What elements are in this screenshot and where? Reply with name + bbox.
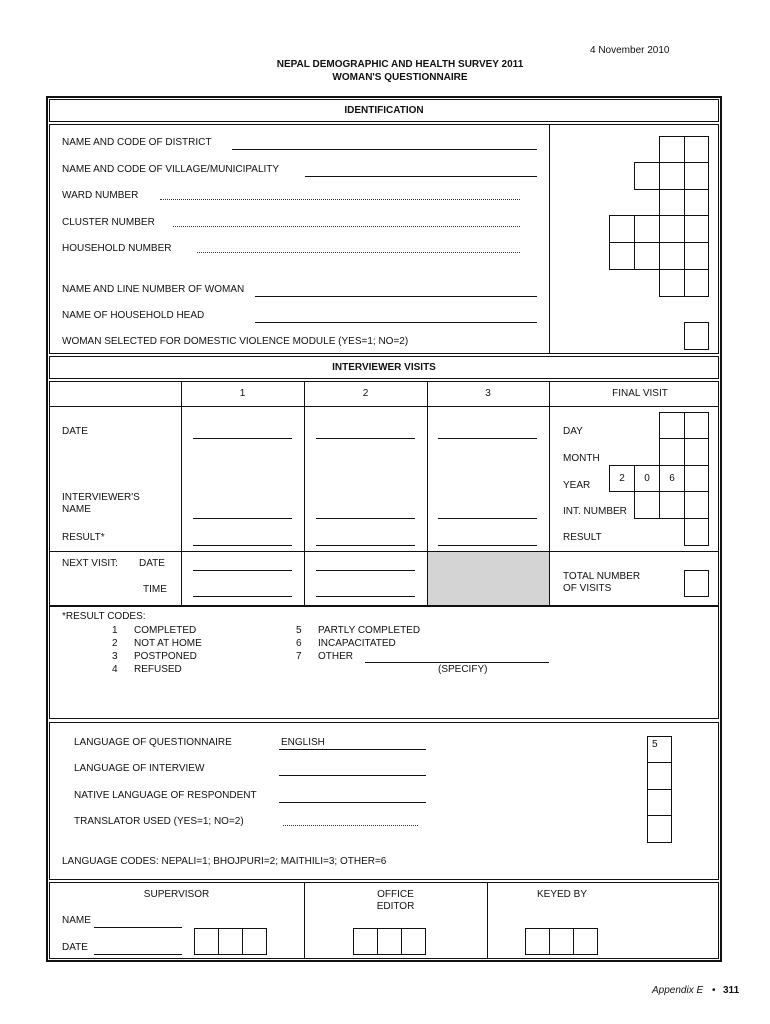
specify-label: (SPECIFY) (438, 664, 488, 675)
editor-code-box[interactable] (377, 928, 402, 955)
code-num: 7 (296, 651, 302, 662)
visit2-result-line[interactable] (316, 545, 415, 546)
ward-label: WARD NUMBER (62, 190, 139, 201)
code-label: INCAPACITATED (318, 638, 396, 649)
household-dots[interactable] (197, 252, 520, 253)
code-num: 3 (112, 651, 118, 662)
cluster-code-box[interactable] (659, 215, 685, 243)
next-visit-label: NEXT VISIT: (62, 558, 118, 569)
interviewer-name-label: INTERVIEWER'S NAME (62, 492, 140, 515)
appendix-label: Appendix E (652, 985, 704, 996)
code-num: 2 (112, 638, 118, 649)
interview-language-label: LANGUAGE OF INTERVIEW (74, 763, 205, 774)
native-language-box[interactable] (647, 789, 672, 816)
questionnaire-title: WOMAN'S QUESTIONNAIRE (332, 72, 468, 83)
visit1-next-date-line[interactable] (193, 570, 292, 571)
visit1-name-line[interactable] (193, 518, 292, 519)
result-codes-title: *RESULT CODES: (62, 611, 146, 622)
code-label: NOT AT HOME (134, 638, 202, 649)
next-visit-time-label: TIME (143, 584, 167, 595)
supervisor-code-box[interactable] (218, 928, 243, 955)
household-code-box[interactable] (634, 242, 660, 270)
final-year-box[interactable]: 6 (659, 465, 685, 492)
visit1-date-line[interactable] (193, 438, 292, 439)
final-int-number-box[interactable] (634, 491, 660, 519)
code-label: POSTPONED (134, 651, 197, 662)
identification-title: IDENTIFICATION (344, 105, 424, 116)
cluster-code-box[interactable] (609, 215, 635, 243)
final-result-label: RESULT (563, 532, 602, 543)
household-code-box[interactable] (609, 242, 635, 270)
cluster-code-box[interactable] (634, 215, 660, 243)
questionnaire-language-box[interactable]: 5 (647, 736, 672, 763)
cluster-label: CLUSTER NUMBER (62, 217, 155, 228)
document-date: 4 November 2010 (590, 45, 670, 56)
footer-bullet: • (712, 985, 716, 996)
code-num: 4 (112, 664, 118, 675)
visit3-date-line[interactable] (438, 438, 537, 439)
supervisor-name-line[interactable] (94, 927, 182, 928)
code-label: COMPLETED (134, 625, 197, 636)
final-visit-col: FINAL VISIT (612, 388, 668, 399)
household-code-box[interactable] (684, 242, 709, 270)
visits-title: INTERVIEWER VISITS (332, 362, 436, 373)
district-code-box[interactable] (684, 136, 709, 163)
questionnaire-language-label: LANGUAGE OF QUESTIONNAIRE (74, 737, 232, 748)
final-year-box[interactable]: 2 (609, 465, 635, 492)
interview-language-box[interactable] (647, 762, 672, 790)
woman-line-number-box[interactable] (659, 269, 685, 297)
woman-name-line[interactable] (255, 296, 537, 297)
next-visit-date-label: DATE (139, 558, 165, 569)
keyed-by-label: KEYED BY (536, 889, 588, 900)
office-editor-label: OFFICE EDITOR (376, 889, 415, 912)
keyer-code-box[interactable] (525, 928, 550, 955)
date-row-label: DATE (62, 426, 88, 437)
translator-box[interactable] (647, 815, 672, 843)
cluster-dots[interactable] (173, 226, 520, 227)
final-day-box[interactable] (659, 412, 685, 439)
result-row-label: RESULT* (62, 532, 105, 543)
dv-module-box[interactable] (684, 322, 709, 350)
final-day-box[interactable] (684, 412, 709, 439)
supervisor-name-label: NAME (62, 915, 91, 926)
woman-name-label: NAME AND LINE NUMBER OF WOMAN (62, 284, 245, 295)
visit3-name-line[interactable] (438, 518, 537, 519)
household-head-label: NAME OF HOUSEHOLD HEAD (62, 310, 205, 321)
ward-code-box[interactable] (659, 189, 685, 216)
final-day-label: DAY (563, 426, 583, 437)
district-label: NAME AND CODE OF DISTRICT (62, 137, 212, 148)
translator-label: TRANSLATOR USED (YES=1; NO=2) (74, 816, 244, 827)
village-code-box[interactable] (659, 162, 685, 190)
final-int-number-box[interactable] (684, 491, 709, 519)
ward-code-box[interactable] (684, 189, 709, 216)
visits-header (49, 356, 719, 379)
cluster-code-box[interactable] (684, 215, 709, 243)
visit-col-2: 2 (362, 388, 369, 399)
visit1-next-time-line[interactable] (193, 596, 292, 597)
questionnaire-language-value: ENGLISH (281, 737, 325, 748)
keyer-code-box[interactable] (549, 928, 574, 955)
final-int-number-box[interactable] (659, 491, 685, 519)
identification-header (49, 99, 719, 122)
village-line[interactable] (305, 176, 537, 177)
editor-code-box[interactable] (353, 928, 378, 955)
woman-line-number-box[interactable] (684, 269, 709, 297)
total-visits-box[interactable] (684, 570, 709, 597)
visit2-next-date-line[interactable] (316, 570, 415, 571)
final-year-box[interactable] (684, 465, 709, 492)
final-month-label: MONTH (563, 453, 600, 464)
supervisor-code-box[interactable] (194, 928, 219, 955)
code-label: REFUSED (134, 664, 182, 675)
village-code-box[interactable] (684, 162, 709, 190)
language-codes: LANGUAGE CODES: NEPALI=1; BHOJPURI=2; MAITHILI=3; OTHER=6 (62, 856, 387, 867)
native-language-label: NATIVE LANGUAGE OF RESPONDENT (74, 790, 257, 801)
supervisor-date-line[interactable] (94, 954, 182, 955)
visit2-name-line[interactable] (316, 518, 415, 519)
page-number: 311 (723, 985, 740, 996)
visit2-next-time-line[interactable] (316, 596, 415, 597)
editor-code-box[interactable] (401, 928, 426, 955)
household-label: HOUSEHOLD NUMBER (62, 243, 172, 254)
supervisor-date-label: DATE (62, 942, 88, 953)
final-year-label: YEAR (563, 480, 591, 491)
visit2-date-line[interactable] (316, 438, 415, 439)
village-label: NAME AND CODE OF VILLAGE/MUNICIPALITY (62, 164, 280, 175)
code-num: 5 (296, 625, 302, 636)
native-language-line[interactable] (279, 802, 426, 803)
final-int-number-label: INT. NUMBER (563, 506, 627, 517)
visit3-next-shaded (428, 552, 549, 605)
code-label: OTHER (318, 651, 353, 662)
visit1-result-line[interactable] (193, 545, 292, 546)
keyer-code-box[interactable] (573, 928, 598, 955)
interview-language-line[interactable] (279, 775, 426, 776)
code-num: 1 (112, 625, 118, 636)
supervisor-code-box[interactable] (242, 928, 267, 955)
final-year-box[interactable]: 0 (634, 465, 660, 492)
household-head-line[interactable] (255, 322, 537, 323)
total-visits-label: TOTAL NUMBER OF VISITS (563, 571, 641, 594)
survey-title: NEPAL DEMOGRAPHIC AND HEALTH SURVEY 2011 (276, 59, 524, 70)
final-month-box[interactable] (659, 438, 685, 466)
district-line[interactable] (232, 149, 537, 150)
household-code-box[interactable] (659, 242, 685, 270)
translator-dots[interactable] (283, 825, 418, 826)
visit-col-3: 3 (485, 388, 491, 399)
dv-module-label: WOMAN SELECTED FOR DOMESTIC VIOLENCE MODULE (YES=1; NO=2) (62, 336, 409, 347)
village-code-box[interactable] (634, 162, 660, 190)
code-label: PARTLY COMPLETED (318, 625, 421, 636)
visit-col-1: 1 (239, 388, 246, 399)
supervisor-label: SUPERVISOR (143, 889, 210, 900)
visit3-result-line[interactable] (438, 545, 537, 546)
final-month-box[interactable] (684, 438, 709, 466)
ward-dots[interactable] (160, 199, 520, 200)
district-code-box[interactable] (659, 136, 685, 163)
code-num: 6 (296, 638, 302, 649)
other-specify-line[interactable] (365, 662, 549, 663)
final-result-box[interactable] (684, 518, 709, 546)
